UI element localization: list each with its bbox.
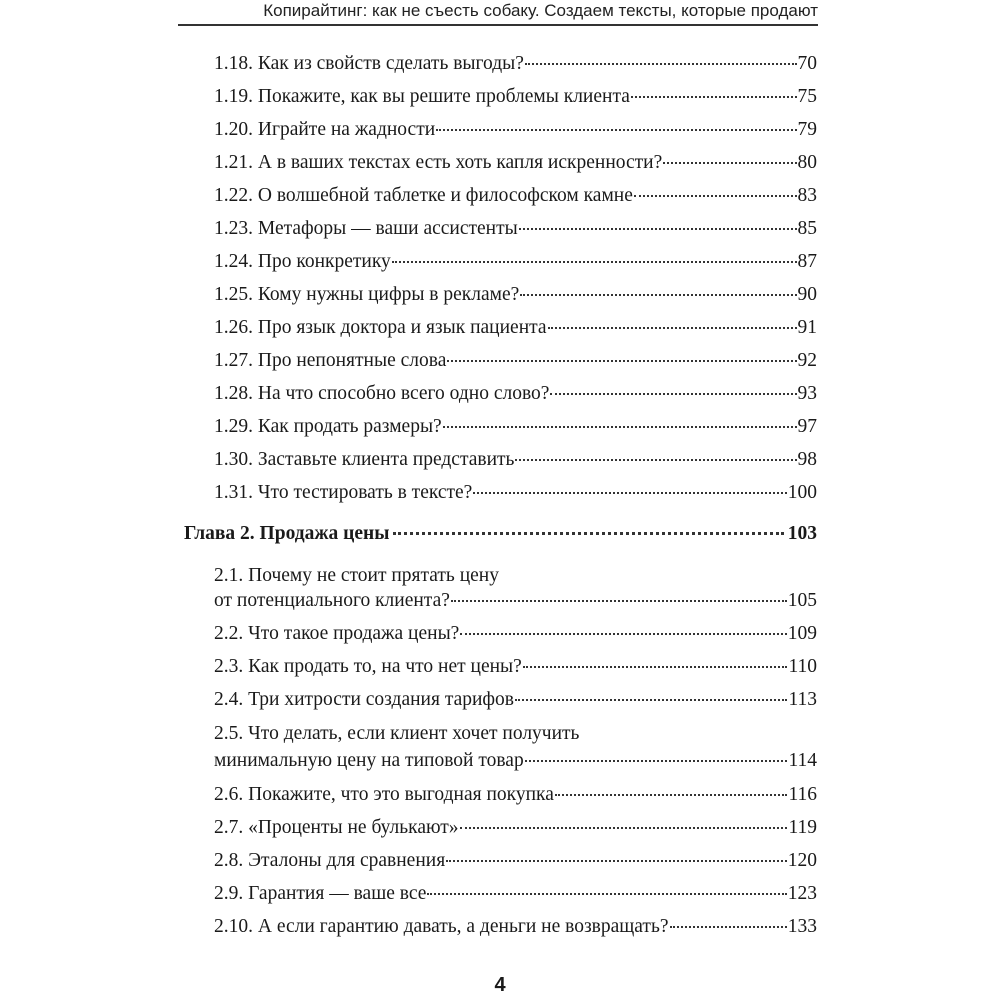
toc-entry (214, 780, 817, 810)
dot-leader (436, 129, 796, 131)
toc-entry-title: 1.23. Метафоры — ваши ассистенты (214, 218, 518, 239)
toc-entry-title: 2.9. Гарантия — ваше все (214, 883, 427, 904)
dot-leader (473, 492, 786, 494)
dot-leader (393, 532, 783, 535)
toc-entry-title: 1.18. Как из свойств сделать выгоды? (214, 53, 524, 74)
toc-entry-page: 80 (797, 152, 817, 173)
toc-entry-title: 1.21. А в ваших текстах есть хоть капля искренности? (214, 152, 663, 173)
toc-entry-page: 91 (797, 317, 817, 338)
toc-entry (214, 652, 817, 682)
toc-entry-page: 97 (797, 416, 817, 437)
toc-entry-page: 93 (797, 383, 817, 404)
dot-leader (451, 600, 787, 602)
toc-entry-title: 1.29. Как продать размеры? (214, 416, 442, 437)
toc-entry (214, 346, 817, 376)
dot-leader (515, 699, 787, 701)
toc-entry-title: 1.31. Что тестировать в тексте? (214, 482, 473, 503)
dot-leader (634, 195, 797, 197)
toc-entry (214, 247, 817, 277)
toc-entry (214, 478, 817, 508)
dot-leader (392, 261, 797, 263)
toc-entry (214, 445, 817, 475)
toc-entry-title: 1.25. Кому нужны цифры в рекламе? (214, 284, 520, 305)
toc-entry-title: 2.8. Эталоны для сравнения (214, 850, 446, 871)
dot-leader (631, 96, 797, 98)
toc-entry-page: 116 (788, 784, 817, 805)
toc-entry (214, 181, 817, 211)
dot-leader (663, 162, 796, 164)
chapter-page: 103 (787, 523, 817, 544)
toc-entry-page: 120 (787, 850, 817, 871)
toc-entry-title: 2.6. Покажите, что это выгодная покупка (214, 784, 554, 805)
toc-entry-title: 1.26. Про язык доктора и язык пациента (214, 317, 547, 338)
toc-entry-title: 1.28. На что способно всего одно слово? (214, 383, 550, 404)
toc-entry-title: от потенциального клиента? (214, 590, 450, 611)
toc-entry (214, 846, 817, 876)
dot-leader (460, 633, 786, 635)
toc-entry-page: 75 (797, 86, 817, 107)
toc-entry-page: 70 (797, 53, 817, 74)
chapter-title: Глава 2. Продажа цены (184, 523, 390, 544)
toc-entry-title: минимальную цену на типовой товар (214, 750, 524, 771)
toc-entry (214, 82, 817, 112)
toc-entry (214, 148, 817, 178)
dot-leader (460, 827, 788, 829)
dot-leader (427, 893, 786, 895)
toc-entry-title-line1: 2.1. Почему не стоит прятать цену (214, 565, 499, 586)
dot-leader (525, 760, 788, 762)
toc-entry-page: 98 (797, 449, 817, 470)
toc-entry-page: 85 (797, 218, 817, 239)
toc-entry (214, 746, 817, 776)
toc-entry-page: 100 (787, 482, 817, 503)
toc-entry-page: 87 (797, 251, 817, 272)
toc-entry-title: 2.4. Три хитрости создания тарифов (214, 689, 515, 710)
toc-entry (214, 313, 817, 343)
toc-chapter-heading (184, 519, 817, 549)
toc-entry-title: 2.7. «Проценты не булькают» (214, 817, 459, 838)
toc-entry-title: 1.30. Заставьте клиента представить (214, 449, 515, 470)
toc-entry-title: 1.27. Про непонятные слова (214, 350, 447, 371)
toc-entry-page: 83 (797, 185, 817, 206)
toc-entry-title: 1.22. О волшебной таблетке и философском камне (214, 185, 633, 206)
toc-entry-title: 2.10. А если гарантию давать, а деньги не возвращать? (214, 916, 669, 937)
toc-entry-page: 92 (797, 350, 817, 371)
dot-leader (525, 63, 797, 65)
running-title: Копирайтинг: как не съесть собаку. Создаем тексты, которые продают (263, 1, 818, 20)
dot-leader (515, 459, 796, 461)
dot-leader (519, 228, 797, 230)
toc-entry (214, 912, 817, 942)
dot-leader (550, 393, 796, 395)
toc-entry (214, 280, 817, 310)
toc-entry-title-line1: 2.5. Что делать, если клиент хочет получить (214, 723, 580, 744)
toc-entry-page: 105 (787, 590, 817, 611)
toc-entry-page: 119 (788, 817, 817, 838)
toc-entry (214, 115, 817, 145)
toc-entry-title: 2.3. Как продать то, на что нет цены? (214, 656, 522, 677)
dot-leader (446, 860, 787, 862)
dot-leader (670, 926, 787, 928)
toc-entry-title: 2.2. Что такое продажа цены? (214, 623, 460, 644)
dot-leader (555, 794, 788, 796)
toc-entry-page: 114 (788, 750, 817, 771)
toc-entry (214, 412, 817, 442)
toc-entry-title: 1.24. Про конкретику (214, 251, 391, 272)
dot-leader (520, 294, 796, 296)
dot-leader (443, 426, 797, 428)
running-header (178, 0, 818, 26)
toc-entry (214, 214, 817, 244)
toc-entry-page: 79 (797, 119, 817, 140)
toc-entry (214, 619, 817, 649)
toc-entry-page: 90 (797, 284, 817, 305)
toc-entry-title: 1.20. Играйте на жадности (214, 119, 436, 140)
toc-entry-page: 123 (787, 883, 817, 904)
dot-leader (447, 360, 796, 362)
dot-leader (548, 327, 797, 329)
toc-entry (214, 685, 817, 715)
toc-entry (214, 813, 817, 843)
toc-entry-page: 110 (788, 656, 817, 677)
page-number: 4 (494, 974, 506, 996)
toc-entry-title: 1.19. Покажите, как вы решите проблемы клиента (214, 86, 630, 107)
toc-entry (214, 49, 817, 79)
toc-entry-page: 109 (787, 623, 817, 644)
toc-entry (214, 879, 817, 909)
dot-leader (523, 666, 788, 668)
toc-entry-page: 133 (787, 916, 817, 937)
toc-entry (214, 379, 817, 409)
toc-entry (214, 586, 817, 616)
toc-entry-page: 113 (788, 689, 817, 710)
